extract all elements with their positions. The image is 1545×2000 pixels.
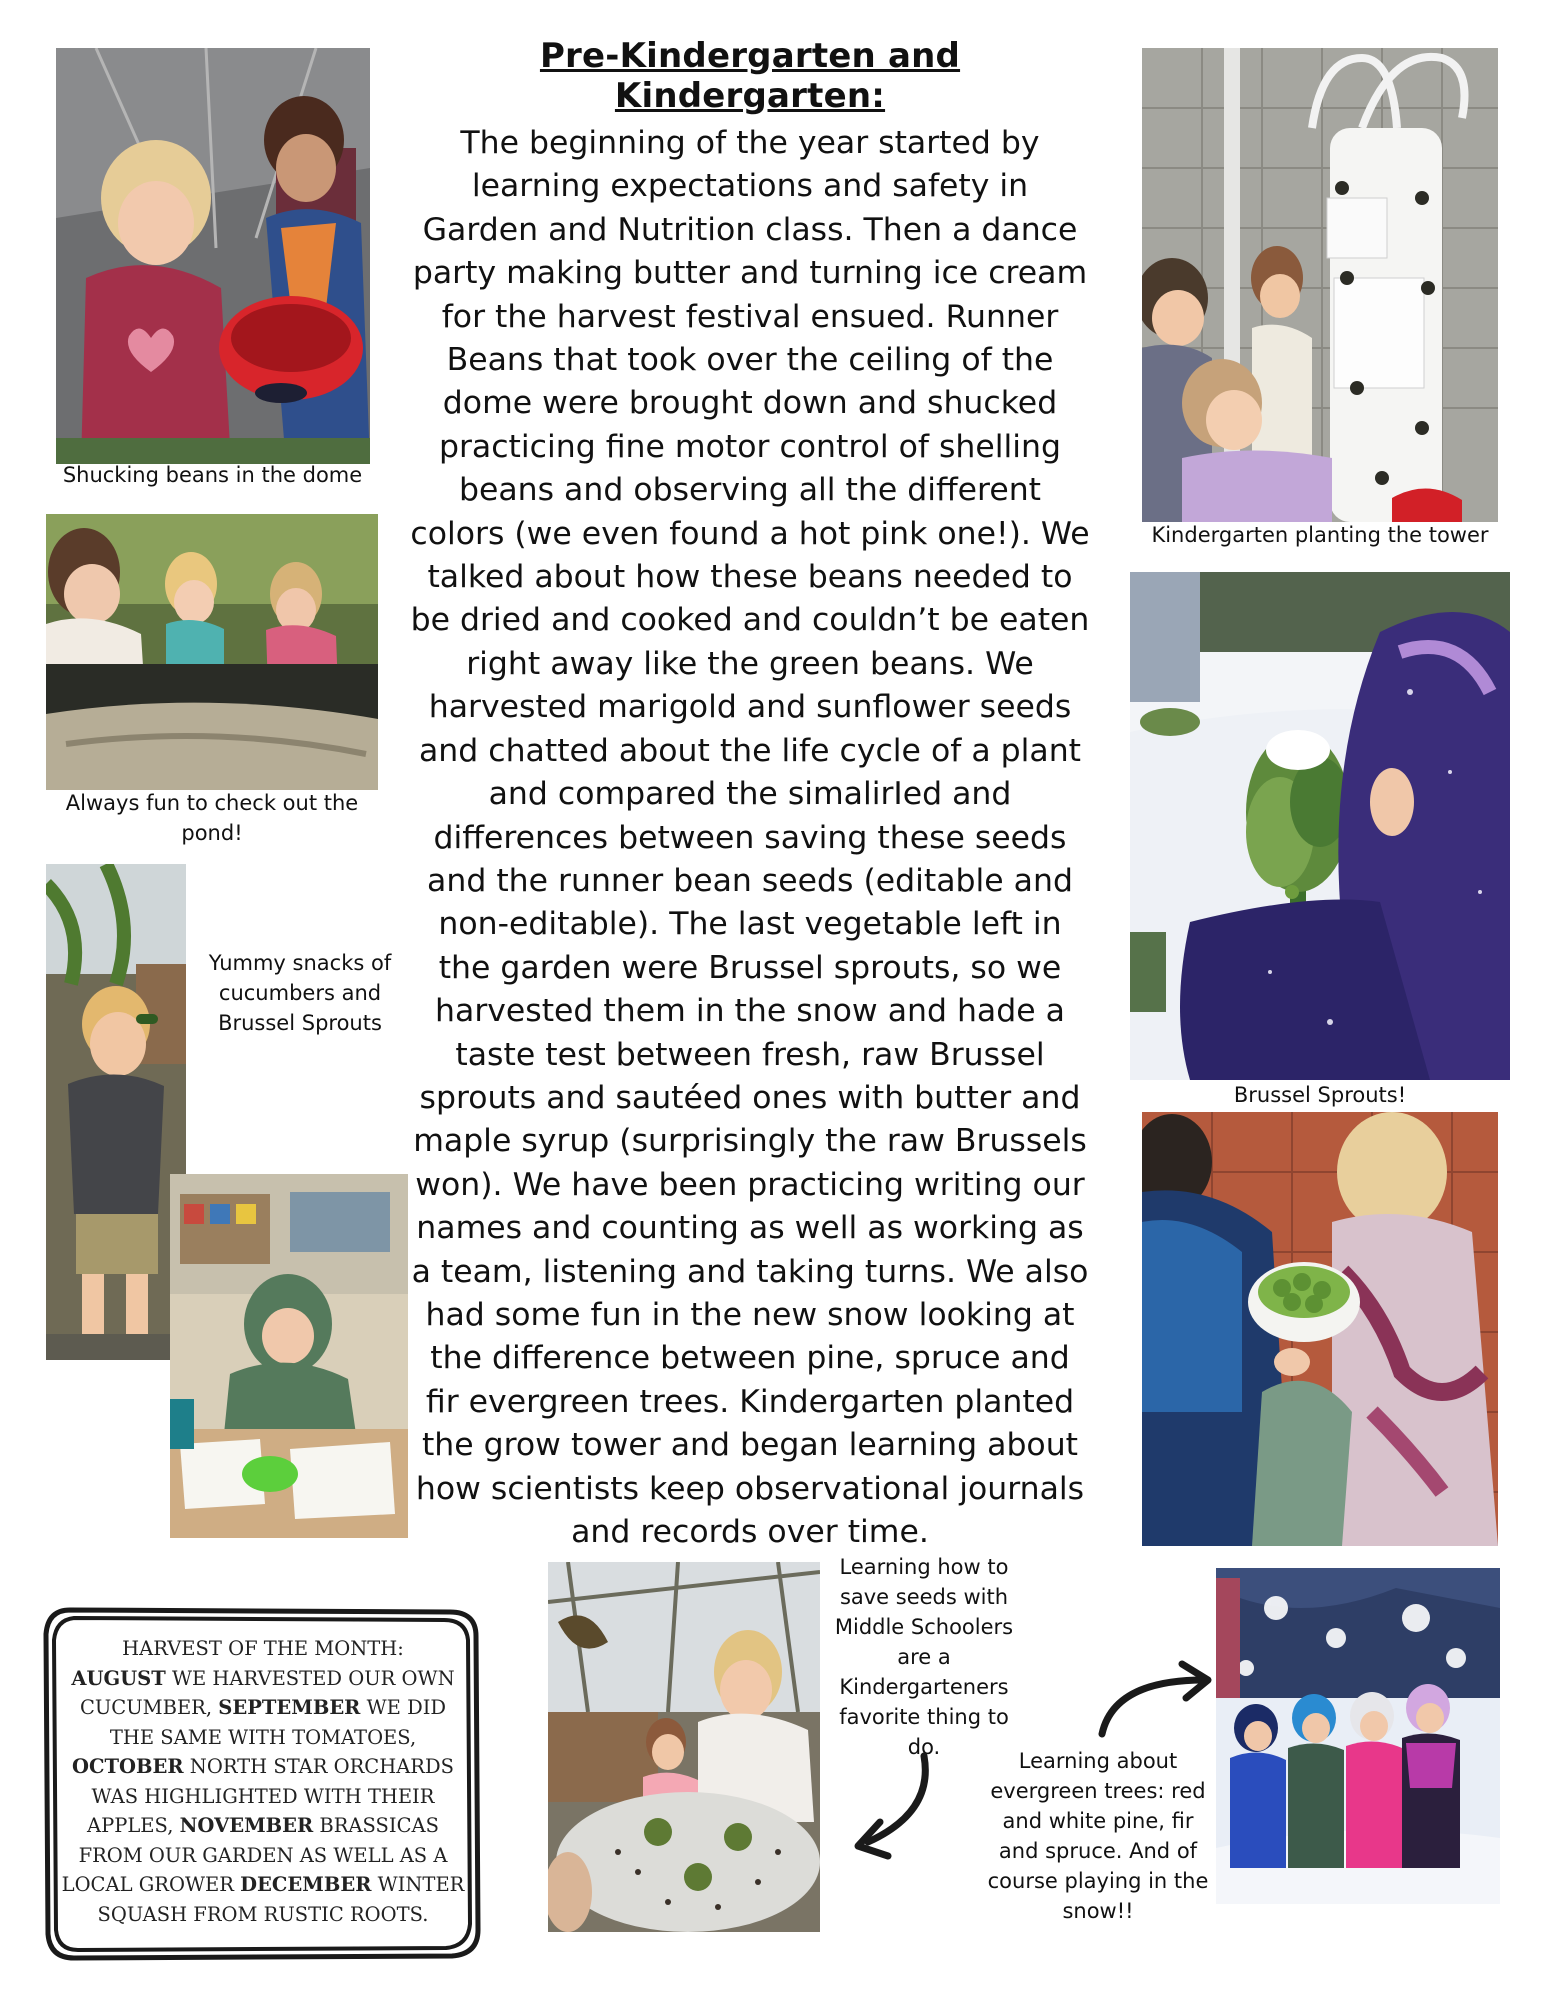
photo-sprouts-bowl [1142,1112,1498,1546]
caption-evergreen: Learning about evergreen trees: red and white pine, fir and spruce. And of course playing in the snow!! [987,1749,1209,1923]
harvest-december-text: WINTER SQUASH FROM RUSTIC ROOTS. [97,1873,465,1926]
caption-shucking: Shucking beans in the dome [62,463,363,487]
harvest-september-text: WE DID THE SAME WITH TOMATOES, [109,1696,447,1749]
caption-brussel: Brussel Sprouts! [1233,1083,1407,1107]
caption-tower: Kindergarten planting the tower [1151,523,1489,547]
photo-evergreen-snow [1216,1568,1500,1904]
harvest-of-the-month-box [40,1604,485,1964]
photo-shucking-beans [56,48,370,464]
arrow-to-evergreen-icon [1094,1660,1220,1740]
photo-brussel-sprouts [1130,572,1510,1080]
harvest-november-label: NOVEMBER [179,1814,314,1837]
caption-seeds: Learning how to save seeds with Middle Schoolers are a Kindergarteners favorite thing to do. [834,1555,1014,1759]
caption-pond: Always fun to check out the pond! [65,791,359,845]
caption-snacks: Yummy snacks of cucumbers and Brussel Sprouts [208,951,392,1035]
harvest-october-text: NORTH STAR ORCHARDS WAS HIGHLIGHTED WITH THEIR APPLES, [87,1755,454,1837]
harvest-november-text: BRASSICAS FROM OUR GARDEN AS WELL AS A LOCAL GROWER [61,1814,448,1896]
harvest-august-label: AUGUST [71,1666,166,1690]
harvest-heading: HARVEST OF THE MONTH: [122,1637,404,1660]
harvest-october-label: OCTOBER [72,1755,184,1778]
photo-cucumber-snack [46,864,186,1360]
arrow-to-seeds-icon [838,1752,934,1864]
photo-grow-tower [1142,48,1498,522]
page-title: Pre-Kindergarten and Kindergarten: [539,36,961,116]
harvest-text [58,1634,468,1929]
photo-pond [46,514,378,790]
harvest-september-label: SEPTEMBER [218,1696,361,1719]
photo-saving-seeds [548,1562,820,1932]
harvest-december-label: DECEMBER [240,1873,372,1896]
body-paragraph: The beginning of the year started by learning expectations and safety in Garden and Nutrition class. Then a dance party making butter and turning ice cream for the harvest festival ensued. Runner Beans that took over the ceiling of the dome were brought down and shucked practicing fine motor control of shelling beans and observing all the different colors (we even found a hot pink one!). We talked about how these beans needed to be dried and cooked and couldn’t be eaten right away like the green beans. We harvested marigold and sunflower seeds and chatted about the life cycle of a plant and compared the simalirIed and differences between saving these seeds and the runner bean seeds (editable and non-editable). The last vegetable left in the garden were Brussel sprouts, so we harvested them in the snow and hade a taste test between fresh, raw Brussel sprouts and sautéed ones with butter and maple syrup (surprisingly the raw Brussels won). We have been practicing writing our names and counting as well as working as a team, listening and taking turns. We also had some fun in the new snow looking at the difference between pine, spruce and fir evergreen trees. Kindergarten planted the grow tower and began learning about how scientists keep observational journals and records over time. [410,125,1090,1550]
photo-classroom [170,1174,408,1538]
harvest-august-text: WE HARVESTED OUR OWN CUCUMBER, [79,1666,455,1719]
